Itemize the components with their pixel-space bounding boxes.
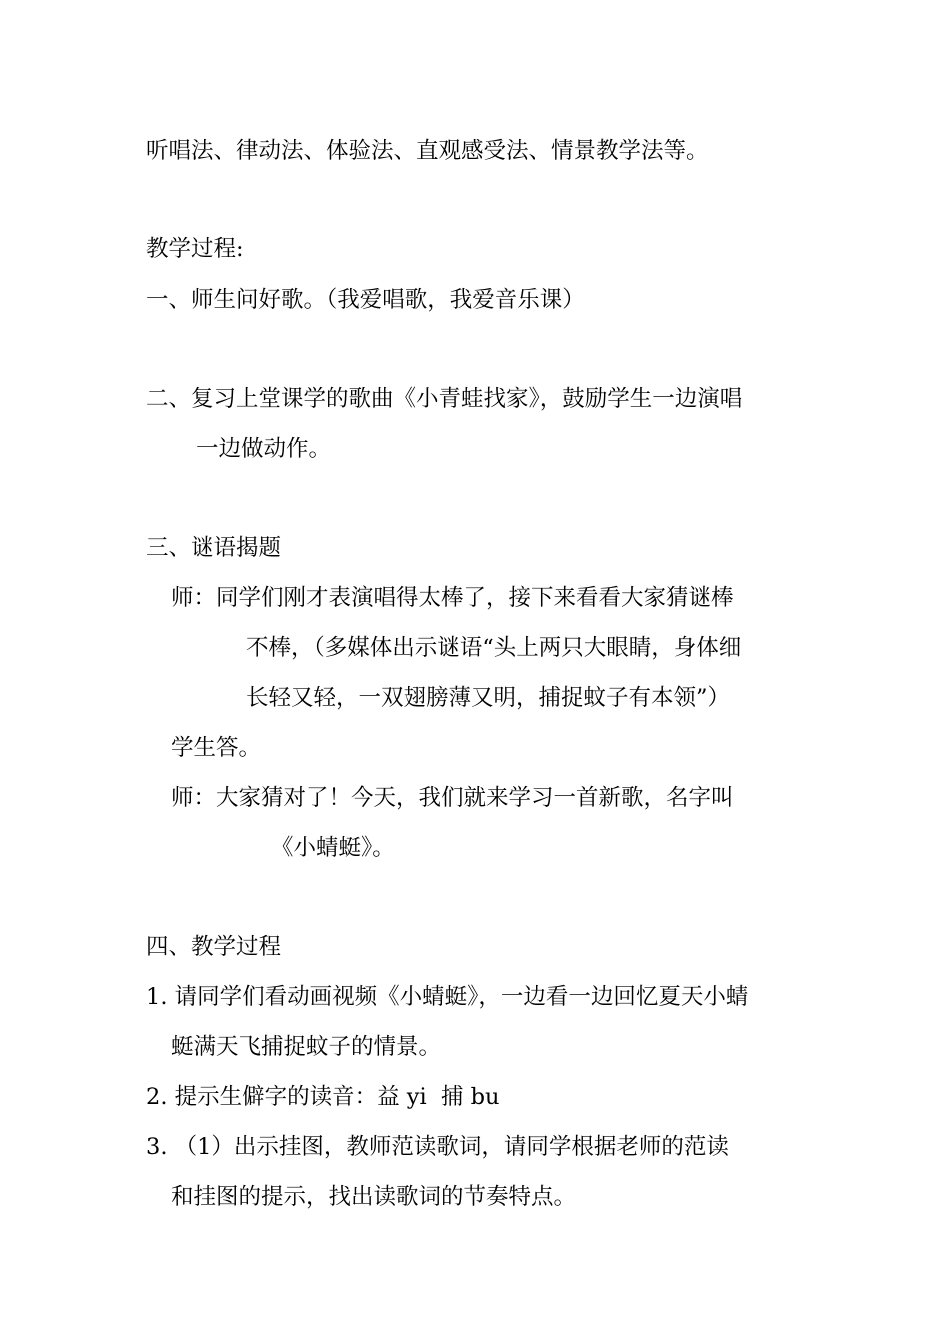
step-two-review-line2: 一边做动作。 (196, 436, 332, 462)
list-item-3-line1: 3. （1）出示挂图，教师范读歌词，请同学根据老师的范读 (146, 1134, 729, 1160)
student-answer-text: 学生答。 (171, 735, 262, 761)
teacher-intro-line2: 《小蜻蜓》。 (271, 835, 395, 861)
step-three-riddle-heading: 三、谜语揭题 (146, 535, 282, 561)
teacher-intro-line1: 师：大家猜对了！今天，我们就来学习一首新歌，名字叫 (171, 785, 734, 811)
list-item-1-line1: 1. 请同学们看动画视频《小蜻蜓》，一边看一边回忆夏天小蜻 (146, 984, 749, 1010)
teacher-riddle-line2: 不棒，（多媒体出示谜语“头上两只大眼睛，身体细 (246, 635, 742, 661)
step-one-greeting: 一、师生问好歌。（我爱唱歌，我爱音乐课） (146, 287, 585, 313)
list-item-1-line2: 蜓满天飞捕捉蚊子的情景。 (171, 1034, 442, 1060)
teaching-process-heading: 教学过程: (146, 236, 244, 262)
list-item-3-line2: 和挂图的提示，找出读歌词的节奏特点。 (171, 1184, 577, 1210)
teacher-riddle-line1: 师：同学们刚才表演唱得太棒了，接下来看看大家猜谜棒 (171, 585, 734, 611)
step-four-heading: 四、教学过程 (146, 934, 282, 960)
teacher-riddle-line3: 长轻又轻，一双翅膀薄又明，捕捉蚊子有本领”） (246, 685, 731, 711)
teaching-methods-text: 听唱法、律动法、体验法、直观感受法、情景教学法等。 (146, 138, 709, 164)
step-two-review-line1: 二、复习上堂课学的歌曲《小青蛙找家》，鼓励学生一边演唱 (146, 386, 743, 412)
list-item-2: 2. 提示生僻字的读音：益 yi 捕 bu (146, 1084, 500, 1110)
